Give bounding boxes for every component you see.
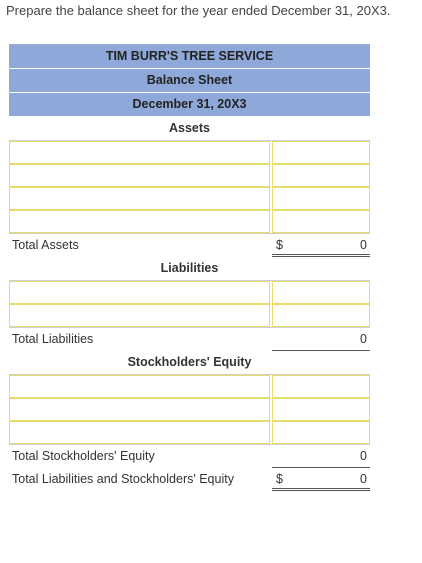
equity-3-label-input[interactable]	[9, 421, 270, 444]
equity-1-amount-input[interactable]	[272, 375, 370, 398]
total-assets-label: Total Assets	[12, 238, 79, 252]
equity-row-2	[9, 398, 370, 421]
asset-row-3	[9, 187, 370, 210]
liability-2-amount-input[interactable]	[272, 304, 370, 327]
total-equity-row	[9, 444, 370, 468]
total-assets-amount	[272, 234, 370, 257]
equity-2-label-input[interactable]	[9, 398, 270, 421]
asset-row-4	[9, 210, 370, 233]
asset-1-amount-input[interactable]	[272, 141, 370, 164]
total-liabilities-amount	[272, 328, 370, 351]
equity-3-amount-input[interactable]	[272, 421, 370, 444]
assets-heading: Assets	[9, 117, 370, 141]
grand-total-row	[9, 468, 370, 491]
asset-3-amount-input[interactable]	[272, 187, 370, 210]
total-equity-value: 0	[360, 449, 367, 463]
asset-3-label-input[interactable]	[9, 187, 270, 210]
asset-row-2	[9, 164, 370, 187]
question-prompt: Prepare the balance sheet for the year ended December 31, 20X3.	[6, 3, 391, 18]
liability-1-label-input[interactable]	[9, 281, 270, 304]
total-equity-amount	[272, 445, 370, 468]
asset-4-amount-input[interactable]	[272, 210, 370, 233]
grand-total-label: Total Liabilities and Stockholders' Equity	[12, 472, 234, 486]
asset-2-label-input[interactable]	[9, 164, 270, 187]
total-liabilities-row	[9, 327, 370, 351]
grand-total-currency: $	[276, 472, 283, 486]
total-assets-currency: $	[276, 238, 283, 252]
equity-2-amount-input[interactable]	[272, 398, 370, 421]
liability-row-1	[9, 281, 370, 304]
asset-row-1	[9, 141, 370, 164]
liabilities-heading: Liabilities	[9, 257, 370, 281]
total-assets-row	[9, 233, 370, 257]
equity-row-3	[9, 421, 370, 444]
liability-2-label-input[interactable]	[9, 304, 270, 327]
grand-total-amount	[272, 468, 370, 491]
balance-sheet-form	[9, 44, 370, 491]
liability-row-2	[9, 304, 370, 327]
statement-date: December 31, 20X3	[9, 93, 370, 117]
company-name: TIM BURR'S TREE SERVICE	[9, 44, 370, 69]
equity-1-label-input[interactable]	[9, 375, 270, 398]
asset-4-label-input[interactable]	[9, 210, 270, 233]
equity-row-1	[9, 375, 370, 398]
asset-2-amount-input[interactable]	[272, 164, 370, 187]
total-liabilities-value: 0	[360, 332, 367, 346]
statement-title: Balance Sheet	[9, 69, 370, 93]
asset-1-label-input[interactable]	[9, 141, 270, 164]
total-assets-value: 0	[360, 238, 367, 252]
total-equity-label: Total Stockholders' Equity	[12, 449, 155, 463]
grand-total-value: 0	[360, 472, 367, 486]
total-liabilities-label: Total Liabilities	[12, 332, 94, 346]
equity-heading: Stockholders' Equity	[9, 351, 370, 375]
liability-1-amount-input[interactable]	[272, 281, 370, 304]
